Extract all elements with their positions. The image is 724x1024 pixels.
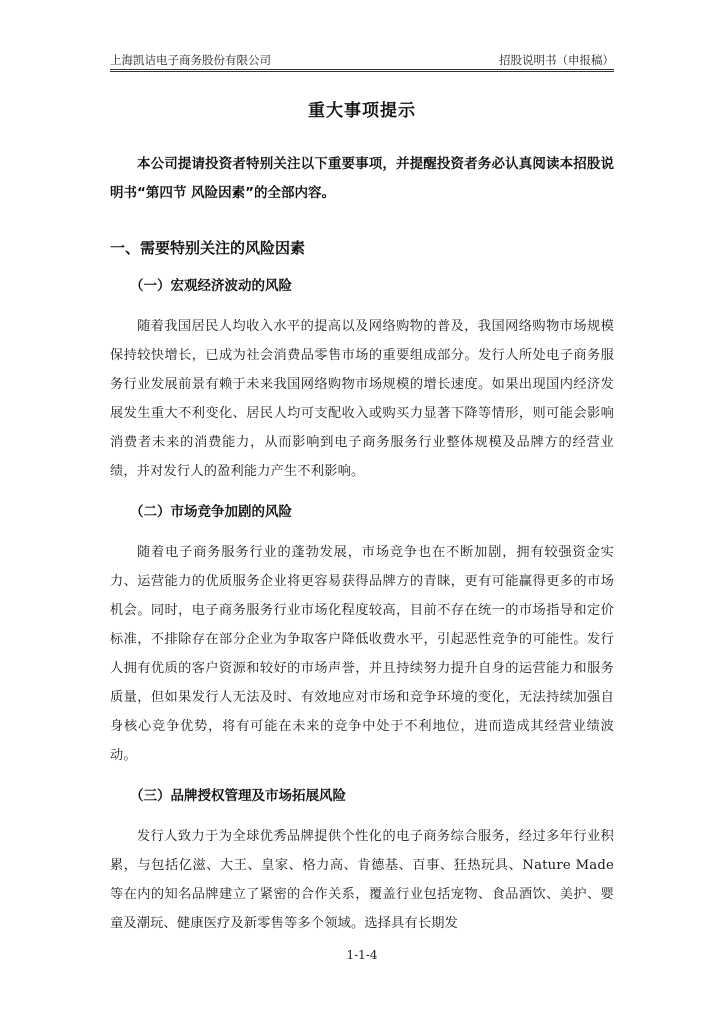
page-number: 1-1-4	[346, 948, 378, 962]
paragraph-brand-risk: 发行人致力于为全球优秀品牌提供个性化的电子商务综合服务，经过多年行业积累，与包括亿滋、大王、皇家、格力高、肯德基、百事、狂热玩具、Nature Made等在内的知名品牌建立了紧密的合作关系，覆盖行业包括宠物、食品酒饮、美护、婴童及潮玩、健康医疗及新零售等多个领域。选择具有长期发	[110, 829, 614, 931]
header-company-name: 上海凯诘电子商务股份有限公司	[110, 53, 271, 67]
subsection-heading-brand-risk: （三）品牌授权管理及市场拓展风险	[130, 788, 346, 804]
paragraph-macro-risk: 随着我国居民人均收入水平的提高以及网络购物的普及，我国网络购物市场规模保持较快增长，已成为社会消费品零售市场的重要组成部分。发行人所处电子商务服务行业发展前景有赖于未来我国网络购物市场规模的增长速度。如果出现国内经济发展发生重大不利变化、居民人均可支配收入或购买力显著下降等情形，则可能会影响消费者未来的消费能力，从而影响到电子商务服务行业整体规模及品牌方的经营业绩，并对发行人的盈利能力产生不利影响。	[110, 319, 614, 479]
running-header	[110, 52, 614, 68]
section-heading-risk-factors: 一、需要特别关注的风险因素	[110, 239, 306, 257]
paragraph-competition-risk: 随着电子商务服务行业的蓬勃发展，市场竞争也在不断加剧，拥有较强资金实力、运营能力的优质服务企业将更容易获得品牌方的青睐，更有可能赢得更多的市场机会。同时，电子商务服务行业市场化程度较高，目前不存在统一的市场指导和定价标准，不排除存在部分企业为争取客户降低收费水平，引起恶性竞争的可能性。发行人拥有优质的客户资源和较好的市场声誉，并且持续努力提升自身的运营能力和服务质量，但如果发行人无法及时、有效地应对市场和竞争环境的变化，无法持续加强自身核心竞争优势，将有可能在未来的竞争中处于不利地位，进而造成其经营业绩波动。	[110, 545, 614, 763]
header-divider	[110, 69, 614, 72]
intro-paragraph: 本公司提请投资者特别关注以下重要事项，并提醒投资者务必认真阅读本招股说明书“第四节 风险因素”的全部内容。	[110, 156, 614, 201]
subsection-heading-macro-risk: （一）宏观经济波动的风险	[130, 278, 292, 294]
header-document-type: 招股说明书（申报稿）	[499, 53, 614, 67]
subsection-heading-competition-risk: （二）市场竞争加剧的风险	[130, 504, 292, 520]
main-content	[110, 150, 614, 938]
page-title: 重大事项提示	[308, 101, 416, 121]
